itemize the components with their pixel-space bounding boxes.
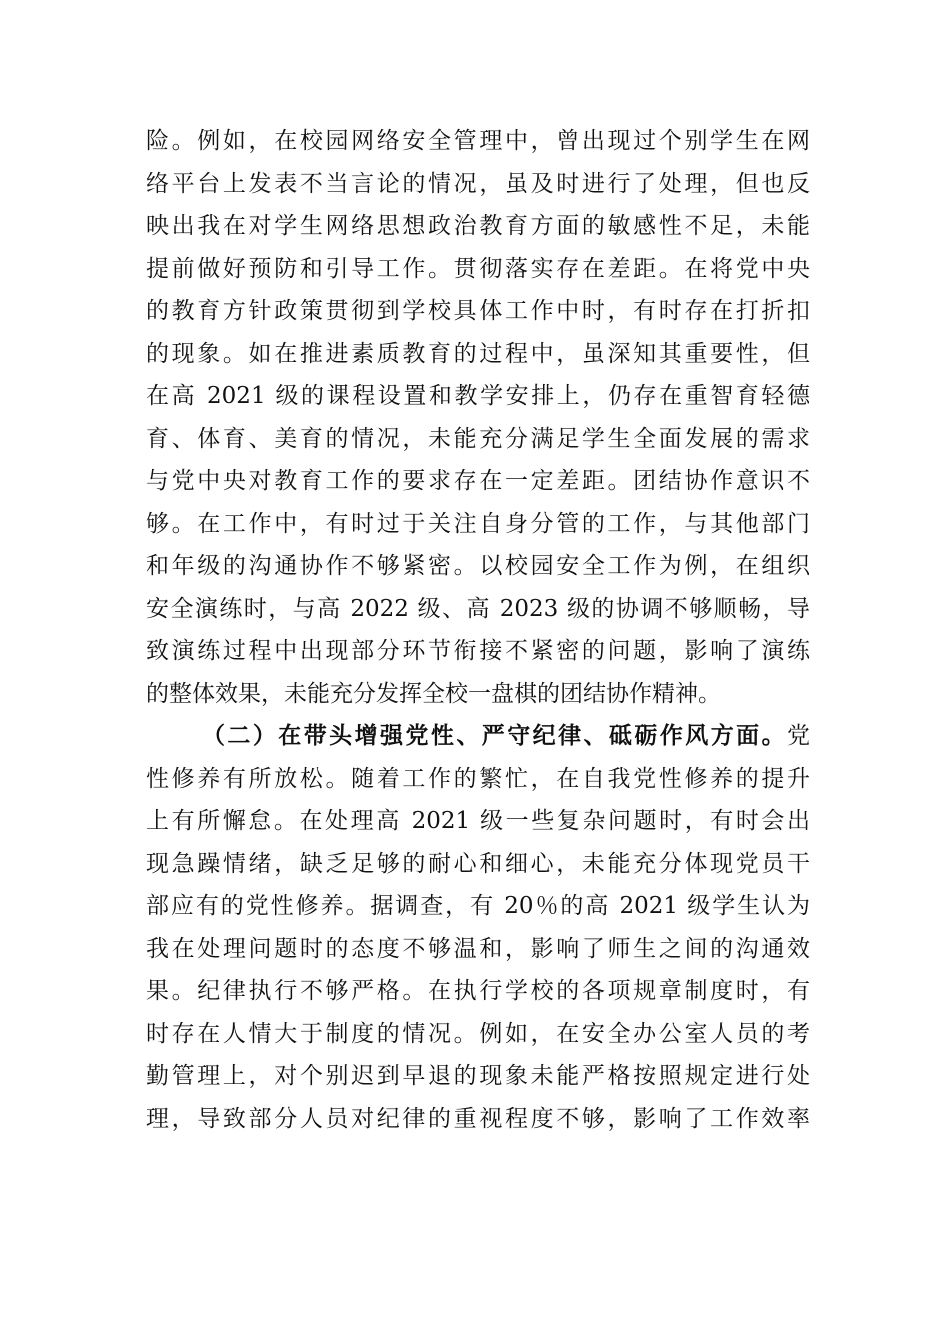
text-line: 时存在人情大于制度的情况。例如，在安全办公室人员的考 [146, 1020, 810, 1047]
text-line: 在高 2021 级的课程设置和教学安排上，仍存在重智育轻德 [146, 383, 810, 409]
text-line: 性修养有所放松。随着工作的繁忙，在自我党性修养的提升 [146, 765, 810, 792]
text-line: 络平台上发表不当言论的情况，虽及时进行了处理，但也反 [146, 170, 810, 197]
text-line: 映出我在对学生网络思想政治教育方面的敏感性不足，未能 [146, 213, 810, 239]
text-line: 的教育方针政策贯彻到学校具体工作中时，有时存在打折扣 [146, 298, 810, 324]
paragraph-continuation [146, 120, 810, 715]
text-line: 和年级的沟通协作不够紧密。以校园安全工作为例，在组织 [146, 553, 810, 579]
text-line: 果。纪律执行不够严格。在执行学校的各项规章制度时，有 [146, 978, 810, 1004]
text-line: 育、体育、美育的情况，未能充分满足学生全面发展的需求 [146, 425, 810, 452]
section-heading: （二）在带头增强党性、严守纪律、砥砺作风方面。 [202, 722, 787, 749]
text-line: 的现象。如在推进素质教育的过程中，虽深知其重要性，但 [146, 340, 810, 367]
text-line: 安全演练时，与高 2022 级、高 2023 级的协调不够顺畅，导 [146, 595, 810, 622]
text-line: 勤管理上，对个别迟到早退的现象未能严格按照规定进行处 [146, 1063, 810, 1089]
text-line: 致演练过程中出现部分环节衔接不紧密的问题，影响了演练 [146, 638, 810, 664]
text-line: 我在处理问题时的态度不够温和，影响了师生之间的沟通效 [146, 935, 810, 962]
text-line: 够。在工作中，有时过于关注自身分管的工作，与其他部门 [146, 510, 810, 537]
text-line: 险。例如，在校园网络安全管理中，曾出现过个别学生在网 [146, 128, 810, 154]
text-line: 与党中央对教育工作的要求存在一定差距。团结协作意识不 [146, 468, 810, 494]
text-line: 现急躁情绪，缺乏足够的耐心和细心，未能充分体现党员干 [146, 850, 810, 877]
section-heading-line [146, 715, 810, 758]
text-line: 部应有的党性修养。据调查，有 20％的高 2021 级学生认为 [146, 893, 810, 919]
text-line: 上有所懈怠。在处理高 2021 级一些复杂问题时，有时会出 [146, 808, 810, 834]
text-line: 提前做好预防和引导工作。贯彻落实存在差距。在将党中央 [146, 255, 810, 282]
text-line: 的整体效果，未能充分发挥全校一盘棋的团结协作精神。 [146, 680, 721, 707]
document-page [146, 120, 810, 1140]
text-line: 理，导致部分人员对纪律的重视程度不够，影响了工作效率 [146, 1105, 810, 1132]
paragraph-section-two [146, 715, 810, 1140]
heading-line-rest: 党 [787, 723, 810, 749]
